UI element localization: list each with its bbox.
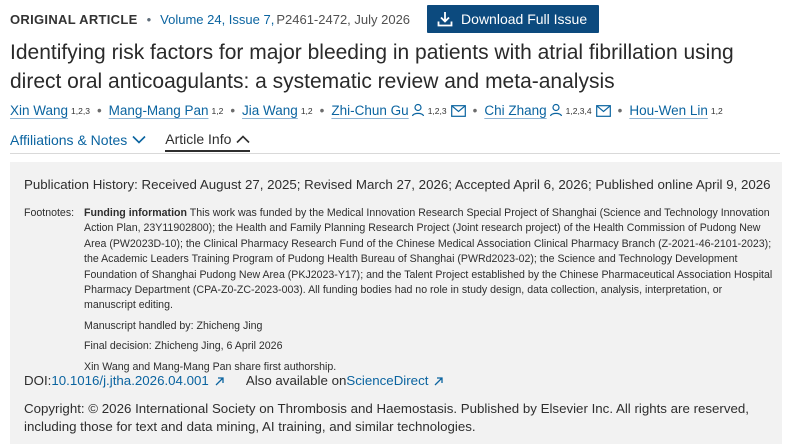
author-item[interactable]: Zhi-Chun Gu $^{1,2,3}$: [331, 101, 465, 118]
manuscript-handled-by: Manuscript handled by: Zhicheng Jing: [84, 319, 263, 332]
tab-affiliations-notes[interactable]: [10, 131, 146, 152]
author-item[interactable]: Jia Wang $^{1,2}$: [242, 103, 313, 118]
envelope-icon[interactable]: [596, 105, 611, 117]
author-name[interactable]: Zhi-Chun Gu: [331, 103, 409, 118]
author-separator: •: [230, 103, 236, 118]
funding-text: This work was funded by the Medical Innovation Research Special Project of Shanghai (Science and Technology Innovation Action Plan, 23Y11902800); the Health and Family Planning Research Project (Joint research project) of the Health Commission of Pudong New Area (PW2023D-10); the Clinical Pharmacy Research Fund of the Chinese Medical Association Clinical Pharmacy Branch (Z-2021-46-2101-2023); the Academic Leaders Training Program of Pudong Health Bureau of Shanghai (PWRd2023-02); the Science and Technology Development Foundation of Shanghai Pudong New Area (PKJ2023-Y17); and the Talent Project established by the Chinese Pharmaceutical Association Hospital Pharmacy Department (CPA-Z0-ZC-2023-003). All funding bodies had no role in study design, data collection, analysis, interpretation, or manuscript editing.: [84, 207, 773, 312]
author-item[interactable]: Mang-Mang Pan $^{1,2}$: [108, 103, 224, 118]
author-separator: •: [472, 103, 478, 118]
author-name[interactable]: Chi Zhang: [484, 103, 547, 118]
author-list: [10, 101, 792, 118]
envelope-icon[interactable]: [451, 105, 466, 117]
funding-information: [84, 206, 774, 314]
tab-label: Article Info: [165, 131, 232, 147]
article-type: ORIGINAL ARTICLE: [10, 11, 138, 27]
download-full-issue-button[interactable]: [427, 5, 599, 33]
pages-date: P2461-2472, July 2026: [276, 11, 411, 27]
person-icon: [549, 103, 563, 117]
tab-divider: [10, 153, 780, 154]
tab-label: Affiliations & Notes: [10, 131, 128, 148]
author-name[interactable]: Hou-Wen Lin: [629, 103, 708, 118]
chevron-up-icon: [236, 135, 250, 144]
author-item[interactable]: Hou-Wen Lin $^{1,2}$: [629, 103, 723, 118]
external-link-icon[interactable]: [434, 377, 443, 386]
tab-article-info[interactable]: [165, 131, 250, 152]
author-item[interactable]: Xin Wang $^{1,2,3}$: [10, 103, 90, 118]
chevron-down-icon: [132, 135, 146, 144]
author-separator: •: [617, 103, 623, 118]
external-link-icon[interactable]: [215, 377, 224, 386]
doi-label: DOI:: [24, 373, 52, 388]
person-icon: [411, 103, 425, 117]
footnotes-body: [84, 206, 774, 375]
article-title: Identifying risk factors for major bleeding in patients with atrial fibrillation using direct oral anticoagulants: a systematic review and meta-analysis: [10, 41, 734, 93]
author-item[interactable]: Chi Zhang $^{1,2,3,4}$: [484, 101, 610, 118]
meta-separator: •: [146, 11, 152, 27]
author-separator: •: [96, 103, 102, 118]
funding-heading: Funding information: [84, 207, 187, 219]
article-meta-bar: [10, 4, 792, 34]
first-authorship-note: Xin Wang and Mang-Mang Pan share first authorship.: [84, 360, 337, 373]
article-tabs: [10, 131, 269, 152]
also-available-label: Also available on: [245, 373, 347, 388]
author-name[interactable]: Jia Wang: [242, 103, 298, 118]
article-info-panel: [10, 162, 782, 444]
copyright-notice: Copyright: © 2026 International Society on Thrombosis and Haemostasis. Published by Elsevier Inc. All rights are reserved, including those for text and data mining, AI training, and similar technologies.: [24, 401, 749, 434]
sciencedirect-link[interactable]: ScienceDirect: [346, 373, 429, 388]
doi-row: [24, 373, 443, 388]
author-name[interactable]: Mang-Mang Pan: [108, 103, 209, 118]
download-label: Download Full Issue: [461, 11, 588, 27]
author-name[interactable]: Xin Wang: [10, 103, 69, 118]
download-icon: [437, 11, 453, 27]
author-separator: •: [319, 103, 325, 118]
doi-link[interactable]: 10.1016/j.jtha.2026.04.001: [51, 373, 209, 388]
final-decision: Final decision: Zhicheng Jing, 6 April 2026: [84, 340, 283, 353]
publication-history: Publication History: Received August 27, 2025; Revised March 27, 2026; Accepted April 6, 2026; Published online April 9, 2026: [24, 177, 771, 192]
footnotes-label: Footnotes:: [24, 207, 75, 219]
volume-issue-link[interactable]: Volume 24, Issue 7,: [160, 11, 275, 27]
